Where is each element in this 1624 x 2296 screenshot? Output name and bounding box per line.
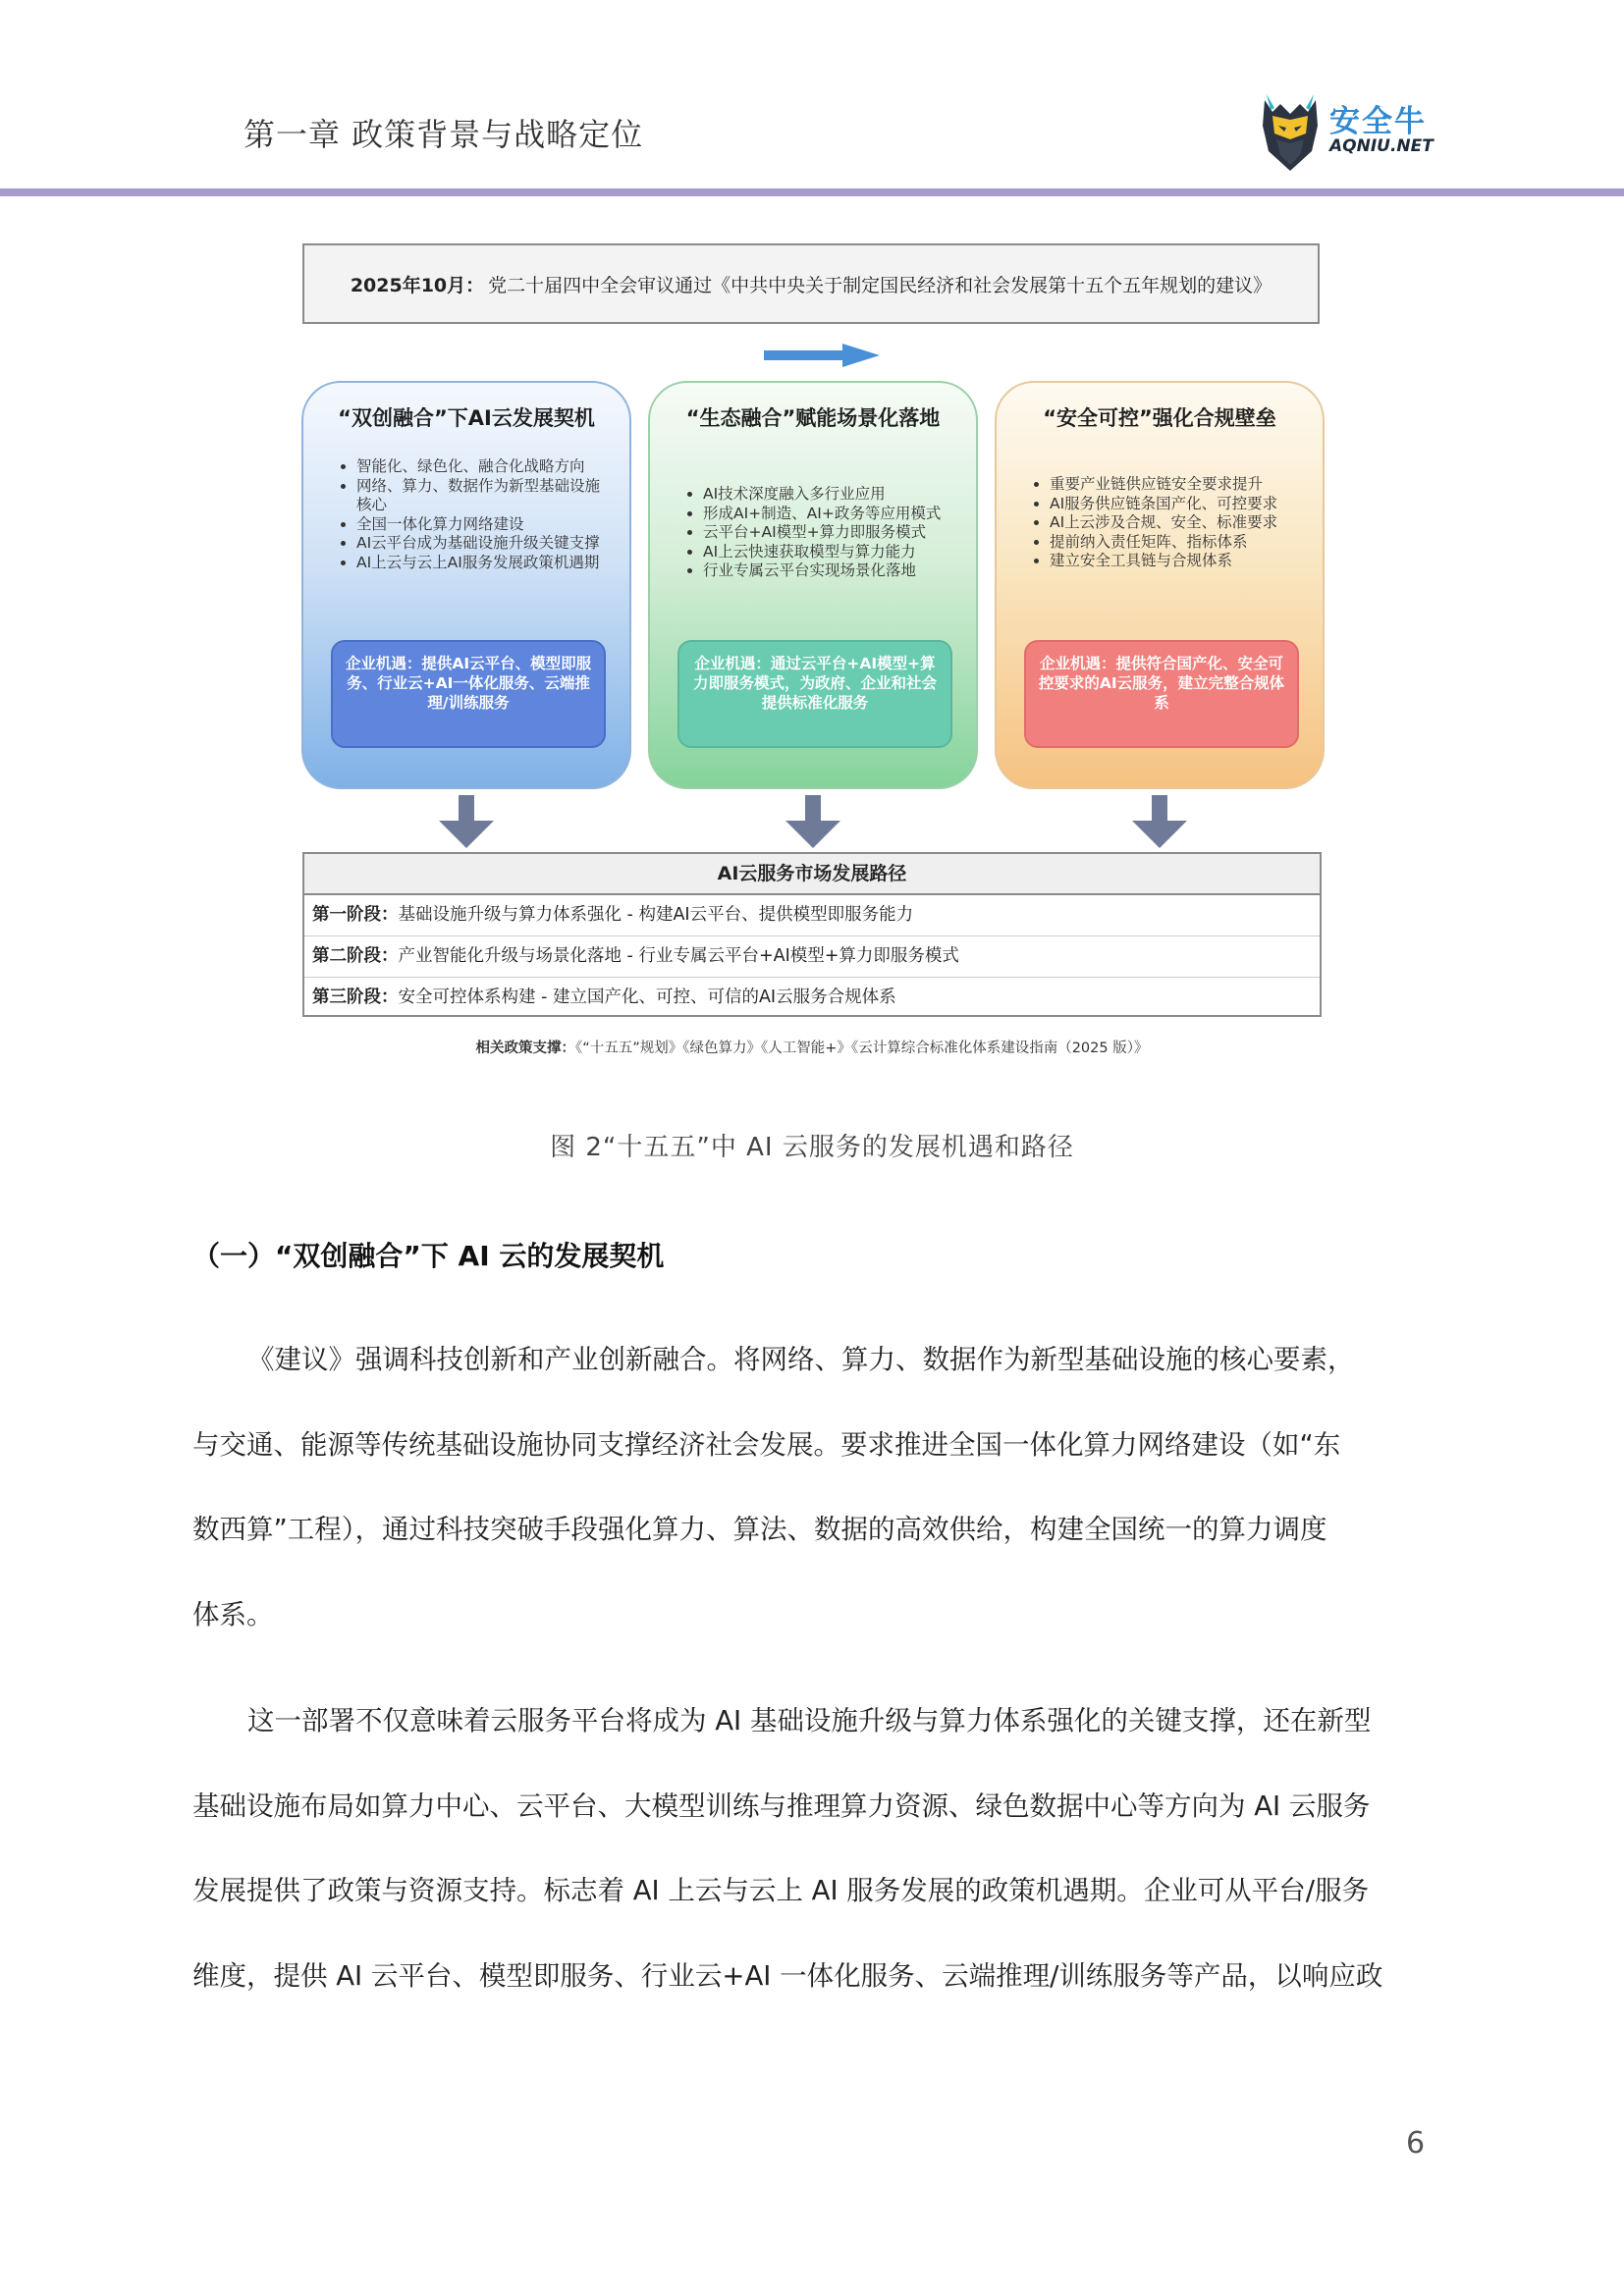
bullet-item: • 重要产业链供应链安全要求提升 [1050, 475, 1299, 495]
bullet-item: • AI技术深度融入多行业应用 [703, 485, 952, 505]
policy-text: 《“十五五”规划》《绿色算力》《人工智能+》《云计算综合标准化体系建设指南（2025 版）》 [575, 1041, 1149, 1056]
right-arrow-icon [764, 344, 882, 367]
opportunity-box: 企业机遇：提供符合国产化、安全可控要求的AI云服务，建立完整合规体系 [1024, 640, 1299, 748]
policy-support-note [0, 1037, 1624, 1057]
section-heading: （一）“双创融合”下 AI 云的发展契机 [192, 1240, 665, 1272]
path-stage-3 [304, 977, 1320, 1018]
column-bullets [670, 485, 952, 581]
column-bullets [1016, 475, 1299, 571]
paragraph-line: 体系。 [192, 1598, 274, 1630]
logo-text-cn: 安全牛 [1329, 104, 1427, 139]
stage-label: 第二阶段： [312, 946, 399, 966]
paragraph-line: 维度，提供 AI 云平台、模型即服务、行业云+AI 一体化服务、云端推理/训练服务等产品，以响应政 [192, 1959, 1383, 1992]
policy-label: 相关政策支撑： [475, 1041, 576, 1056]
bullet-item: • 形成AI+制造、AI+政务等应用模式 [703, 505, 952, 524]
paragraph-line: 发展提供了政策与资源支持。标志着 AI 上云与云上 AI 服务发展的政策机遇期。企业可从平台/服务 [192, 1875, 1370, 1906]
opportunity-box: 企业机遇：提供AI云平台、模型即服务、行业云+AI一体化服务、云端推理/训练服务 [331, 640, 606, 748]
bullet-item: • 全国一体化算力网络建设 [356, 515, 606, 535]
bullet-item: • 建立安全工具链与合规体系 [1050, 552, 1299, 571]
bullet-item: • AI上云快速获取模型与算力能力 [703, 543, 952, 562]
page-number: 6 [1406, 2126, 1426, 2161]
bullet-item: • 提前纳入责任矩阵、指标体系 [1050, 533, 1299, 553]
column-dual-innovation [301, 381, 631, 789]
down-arrow-icon [439, 795, 494, 848]
body-paragraph-2 [192, 1679, 1432, 2018]
bullet-item: • 网络、算力、数据作为新型基础设施核心 [356, 477, 606, 515]
paragraph-line: 数西算”工程），通过科技突破手段强化算力、算法、数据的高效供给，构建全国统一的算力调度 [192, 1514, 1327, 1545]
column-ecosystem-fusion [648, 381, 978, 789]
bullet-item: • AI上云涉及合规、安全、标准要求 [1050, 513, 1299, 533]
stage-label: 第三阶段： [312, 988, 399, 1007]
down-arrow-icon [785, 795, 840, 848]
bullet-item: • AI云平台成为基础设施升级关键支撑 [356, 534, 606, 554]
header-divider [0, 188, 1624, 196]
column-bullets [323, 457, 606, 573]
bullet-item: • 智能化、绿色化、融合化战略方向 [356, 457, 606, 477]
path-stage-2 [304, 935, 1320, 977]
banner-date: 2025年10月： [350, 274, 485, 296]
paragraph-line: 基础设施布局如算力中心、云平台、大模型训练与推理算力资源、绿色数据中心等方向为 AI 云服务 [192, 1789, 1371, 1822]
opportunity-box: 企业机遇：通过云平台+AI模型+算力即服务模式，为政府、企业和社会提供标准化服务 [677, 640, 952, 748]
path-title: AI云服务市场发展路径 [304, 854, 1320, 895]
bullet-item: • 行业专属云平台实现场景化落地 [703, 561, 952, 581]
column-title: “双创融合”下AI云发展契机 [338, 406, 595, 430]
bullet-item: • AI上云与云上AI服务发展政策机遇期 [356, 554, 606, 573]
logo-text-en: AQNIU.NET [1329, 136, 1434, 156]
path-stage-1 [304, 895, 1320, 935]
column-security-control [995, 381, 1325, 789]
column-title: “安全可控”强化合规壁垒 [1043, 406, 1276, 430]
development-path-box [302, 852, 1322, 1017]
figure-top-banner [302, 243, 1320, 324]
figure-caption: 图 2“十五五”中 AI 云服务的发展机遇和路径 [550, 1133, 1074, 1162]
aqniu-logo [1259, 90, 1435, 173]
stage-text: 基础设施升级与算力体系强化 - 构建AI云平台、提供模型即服务能力 [398, 905, 914, 925]
bullet-item: • 云平台+AI模型+算力即服务模式 [703, 523, 952, 543]
banner-text: 党二十届四中全会审议通过《中共中央关于制定国民经济和社会发展第十五个五年规划的建议》 [488, 274, 1272, 296]
bull-shield-icon [1259, 90, 1322, 173]
bullet-item: • AI服务供应链条国产化、可控要求 [1050, 495, 1299, 514]
paragraph-line: 《建议》强调科技创新和产业创新融合。将网络、算力、数据作为新型基础设施的核心要素， [247, 1344, 1355, 1375]
chapter-title: 第一章 政策背景与战略定位 [244, 116, 644, 153]
paragraph-line: 这一部署不仅意味着云服务平台将成为 AI 基础设施升级与算力体系强化的关键支撑，还在新型 [247, 1705, 1372, 1736]
stage-label: 第一阶段： [312, 905, 399, 925]
body-paragraph-1 [192, 1317, 1432, 1657]
column-title: “生态融合”赋能场景化落地 [685, 406, 941, 430]
paragraph-line: 与交通、能源等传统基础设施协同支撑经济社会发展。要求推进全国一体化算力网络建设（如“东 [192, 1428, 1341, 1461]
stage-text: 产业智能化升级与场景化落地 - 行业专属云平台+AI模型+算力即服务模式 [398, 946, 959, 966]
stage-text: 安全可控体系构建 - 建立国产化、可控、可信的AI云服务合规体系 [398, 988, 896, 1007]
down-arrow-icon [1132, 795, 1187, 848]
